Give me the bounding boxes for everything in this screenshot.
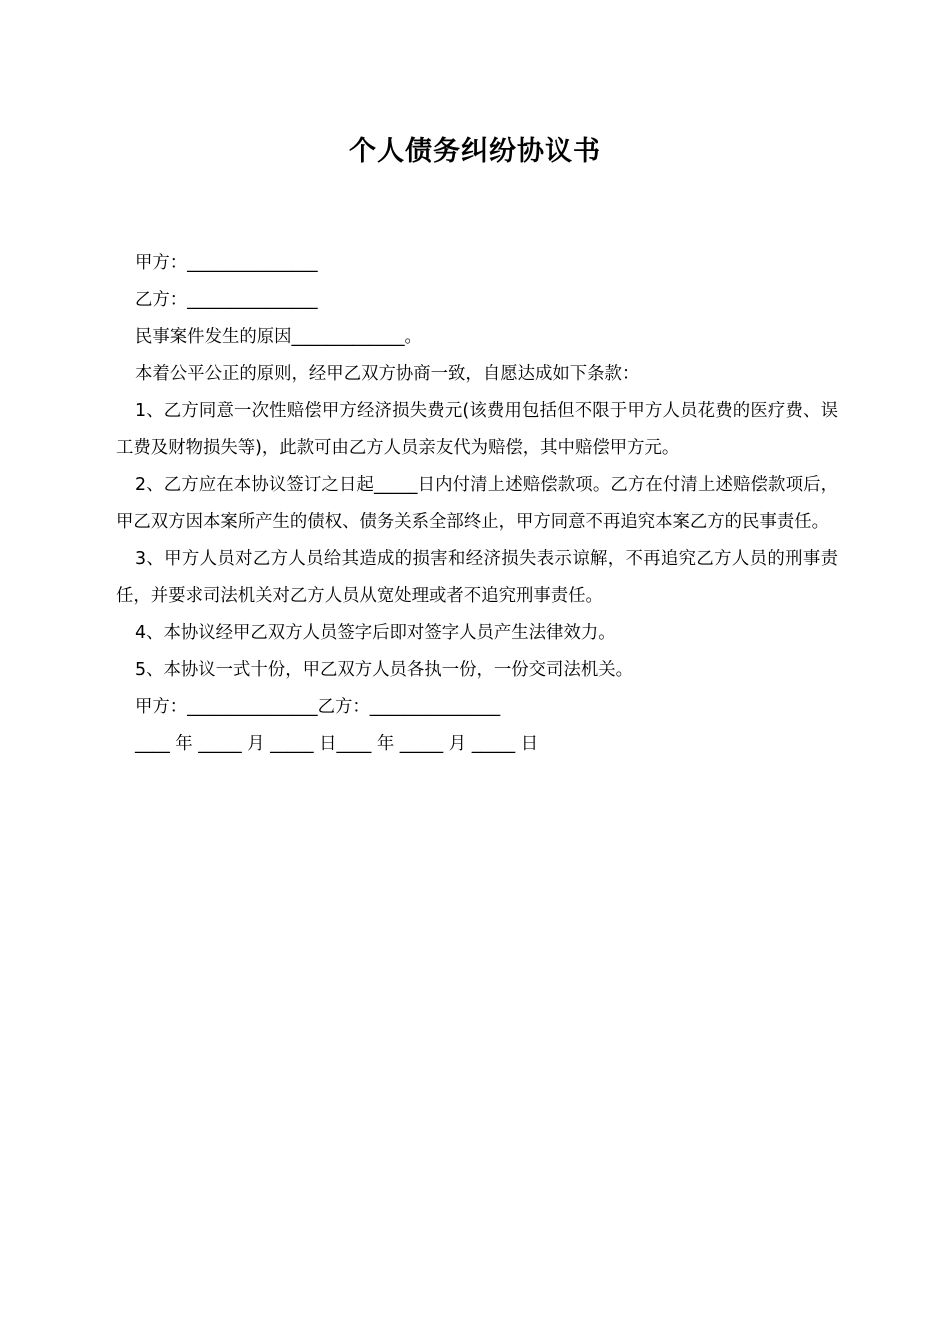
- document-title: 个人债务纠纷协议书: [349, 136, 601, 167]
- intro-paragraph: 本着公平公正的原则，经甲乙双方协商一致，自愿达成如下条款：: [135, 364, 640, 384]
- date-line: ____ 年 _____ 月 _____ 日____ 年 _____ 月 _____ 日: [135, 734, 539, 754]
- clause-5: 5、本协议一式十份，甲乙双方人员各执一份，一份交司法机关。: [135, 660, 634, 680]
- party-a-line: 甲方：_______________: [135, 253, 318, 273]
- signature-line: 甲方：_______________乙方：_______________: [135, 697, 501, 717]
- party-b-line: 乙方：_______________: [135, 290, 318, 310]
- clause-4: 4、本协议经甲乙双方人员签字后即对签字人员产生法律效力。: [135, 623, 616, 643]
- clause-2: 2、乙方应在本协议签订之日起_____日内付清上述赔偿款项。乙方在付清上述赔偿款项后，甲乙双方因本案所产生的债权、债务关系全部终止，甲方同意不再追究本案乙方的民事责任。: [116, 475, 838, 532]
- cause-line: 民事案件发生的原因_____________。: [135, 327, 422, 347]
- document-body: [116, 245, 838, 763]
- clause-3: 3、甲方人员对乙方人员给其造成的损害和经济损失表示谅解，不再追究乙方人员的刑事责任，并要求司法机关对乙方人员从宽处理或者不追究刑事责任。: [116, 549, 838, 606]
- clause-1: 1、乙方同意一次性赔偿甲方经济损失费元(该费用包括但不限于甲方人员花费的医疗费、误工费及财物损失等)，此款可由乙方人员亲友代为赔偿，其中赔偿甲方元。: [116, 401, 838, 458]
